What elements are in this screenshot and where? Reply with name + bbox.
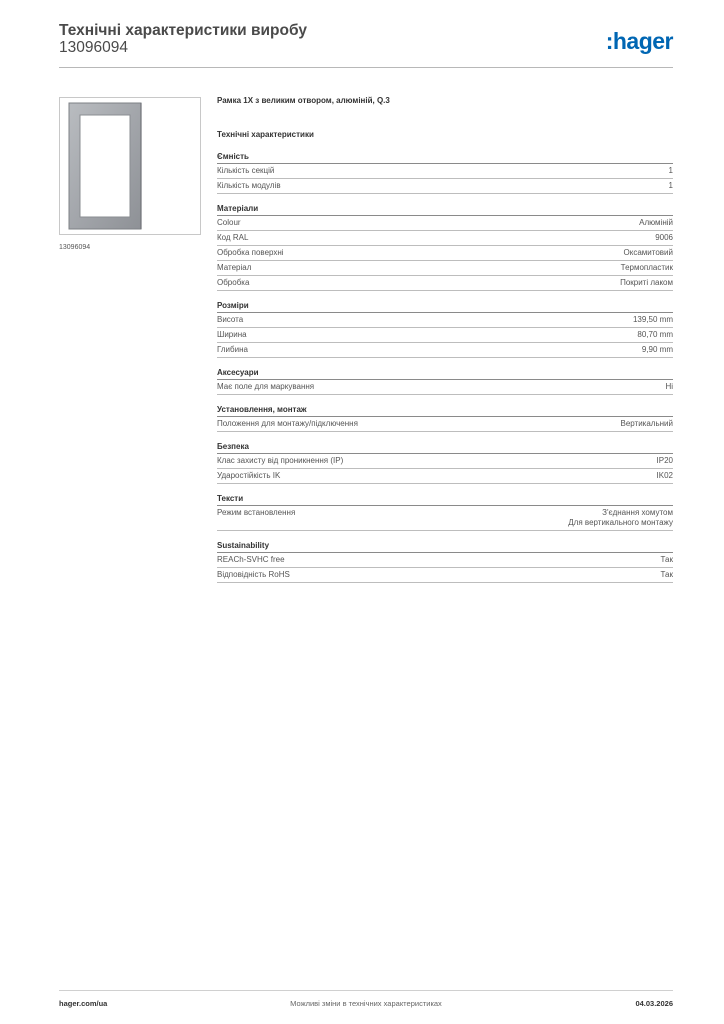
spec-label: Кількість секцій <box>217 166 275 175</box>
spec-row <box>217 469 673 484</box>
spec-row <box>217 261 673 276</box>
spec-value <box>669 181 673 191</box>
spec-row <box>217 454 673 469</box>
spec-value-line: Алюміній <box>639 218 673 227</box>
spec-sections <box>217 152 673 583</box>
section-title: Sustainability <box>217 541 673 553</box>
spec-label: Клас захисту від проникнення (IP) <box>217 456 344 465</box>
section-title: Аксесуари <box>217 368 673 380</box>
spec-label: Відповідність RoHS <box>217 570 290 579</box>
spec-section <box>217 541 673 583</box>
spec-value <box>639 218 673 228</box>
spec-value-line: 1 <box>668 181 673 190</box>
spec-label: REACh-SVHC free <box>217 555 285 564</box>
spec-label: Кількість модулів <box>217 181 281 190</box>
spec-value-line: Покриті лаком <box>620 278 673 287</box>
spec-value-line: Так <box>660 555 673 564</box>
spec-value <box>620 419 673 429</box>
spec-value <box>637 330 673 340</box>
spec-section <box>217 405 673 432</box>
spec-row <box>217 380 673 395</box>
spec-section <box>217 152 673 194</box>
spec-row <box>217 343 673 358</box>
spec-value-line: Термопластик <box>620 263 673 272</box>
spec-value-line: 9006 <box>655 233 673 242</box>
spec-label: Висота <box>217 315 244 324</box>
spec-section <box>217 494 673 531</box>
spec-value-line: Так <box>660 570 673 579</box>
section-title: Матеріали <box>217 204 673 216</box>
spec-value <box>568 508 673 528</box>
spec-value <box>661 555 673 565</box>
disclaimer: Можливі зміни в технічних характеристиках <box>290 999 442 1008</box>
page-title: Технічні характеристики виробу <box>59 22 307 39</box>
spec-row <box>217 231 673 246</box>
spec-row <box>217 313 673 328</box>
image-caption: 13096094 <box>59 244 91 251</box>
spec-value-line: 80,70 mm <box>637 330 673 339</box>
spec-value <box>657 456 673 466</box>
spec-value <box>633 315 673 325</box>
spec-label: Матеріал <box>217 263 252 272</box>
spec-value-line: IK02 <box>656 471 673 480</box>
spec-value <box>661 570 673 580</box>
hager-logo: :hager <box>605 28 673 54</box>
spec-label: Ударостійкість IK <box>217 471 281 480</box>
spec-row <box>217 179 673 194</box>
spec-value-line: 1 <box>668 166 673 175</box>
spec-value <box>621 263 673 273</box>
product-image <box>59 97 201 235</box>
spec-content <box>217 96 673 593</box>
spec-label: Має поле для маркування <box>217 382 315 391</box>
spec-section <box>217 368 673 395</box>
spec-value <box>665 382 673 392</box>
spec-value-line: 9,90 mm <box>641 345 673 354</box>
spec-row <box>217 568 673 583</box>
spec-label: Глибина <box>217 345 248 354</box>
spec-section <box>217 301 673 358</box>
product-name: Рамка 1X з великим отвором, алюміній, Q.3 <box>217 96 390 105</box>
spec-row <box>217 164 673 179</box>
section-title: Установлення, монтаж <box>217 405 673 417</box>
spec-value-line: IP20 <box>656 456 673 465</box>
spec-row <box>217 216 673 231</box>
spec-section <box>217 204 673 291</box>
spec-value <box>620 278 673 288</box>
product-number: 13096094 <box>59 39 128 56</box>
spec-row <box>217 328 673 343</box>
section-title: Розміри <box>217 301 673 313</box>
section-title: Тексти <box>217 494 673 506</box>
document-date: 04.03.2026 <box>635 999 673 1008</box>
spec-row <box>217 506 673 531</box>
spec-value <box>642 345 673 355</box>
spec-value <box>624 248 673 258</box>
spec-row <box>217 246 673 261</box>
section-title: Ємність <box>217 152 673 164</box>
spec-label: Положення для монтажу/підключення <box>217 419 358 428</box>
spec-value <box>655 233 673 243</box>
spec-section <box>217 442 673 484</box>
section-title: Безпека <box>217 442 673 454</box>
page-header <box>59 22 673 68</box>
spec-label: Обробка поверхні <box>217 248 284 257</box>
spec-value <box>657 471 673 481</box>
spec-label: Код RAL <box>217 233 249 242</box>
spec-label: Ширина <box>217 330 247 339</box>
spec-value-line: З'єднання хомутом <box>602 508 673 517</box>
spec-row <box>217 553 673 568</box>
spec-value-line: 139,50 mm <box>632 315 673 324</box>
page-footer <box>59 990 673 1007</box>
spec-label: Colour <box>217 218 241 227</box>
spec-row <box>217 417 673 432</box>
spec-value-line: Ні <box>665 382 673 391</box>
spec-value-line: Вертикальний <box>620 419 673 428</box>
website-link[interactable]: hager.com/ua <box>59 999 108 1008</box>
spec-label: Режим встановлення <box>217 508 296 517</box>
tech-heading: Технічні характеристики <box>217 130 314 139</box>
header-divider <box>59 67 673 68</box>
spec-value-line: Оксамитовий <box>623 248 673 257</box>
spec-row <box>217 276 673 291</box>
spec-label: Обробка <box>217 278 250 287</box>
spec-value-line: Для вертикального монтажу <box>568 518 673 527</box>
spec-value <box>669 166 673 176</box>
